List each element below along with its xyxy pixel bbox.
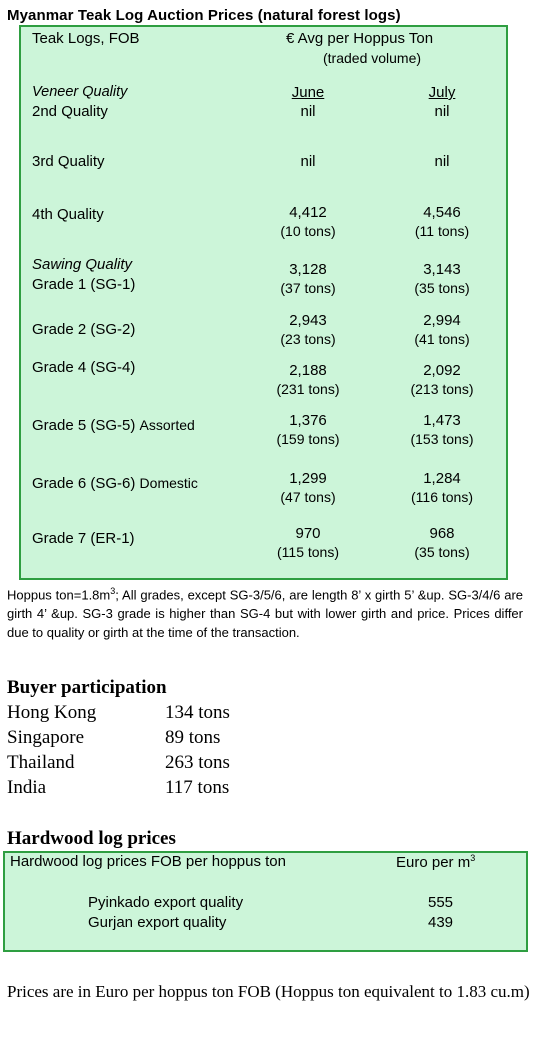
sawing-quality-label: Sawing Quality <box>32 256 133 273</box>
june-price: nil <box>300 153 316 170</box>
july-volume: (35 tons) <box>414 280 470 296</box>
july-volume: (116 tons) <box>411 489 473 505</box>
july-volume: (153 tons) <box>410 431 474 447</box>
grade-label <box>32 475 198 492</box>
buyer-country: Singapore <box>7 727 85 748</box>
column-header-price-sub: (traded volume) <box>323 50 422 66</box>
july-price: 968 <box>429 525 455 542</box>
grade-label-text: Grade 6 (SG-6) <box>32 475 136 492</box>
july-price: nil <box>434 103 450 120</box>
grade-label: Grade 7 (ER-1) <box>32 530 135 547</box>
buyer-country: India <box>7 777 47 798</box>
column-header-teak-logs: Teak Logs, FOB <box>32 30 140 47</box>
hardwood-unit-superscript: 3 <box>470 853 476 863</box>
hardwood-unit-text: Euro per m <box>396 854 471 871</box>
july-volume: (213 tons) <box>410 381 474 397</box>
hardwood-item-value: 439 <box>428 914 454 931</box>
grade-note: Assorted <box>139 417 195 433</box>
table-footnote <box>7 582 523 642</box>
june-volume: (23 tons) <box>280 331 336 347</box>
july-volume: (41 tons) <box>414 331 470 347</box>
buyer-country: Hong Kong <box>7 702 97 723</box>
june-price: 1,299 <box>289 470 327 487</box>
closing-note: Prices are in Euro per hoppus ton FOB (Hoppus ton equivalent to 1.83 cu.m) <box>7 982 530 1001</box>
june-price: 4,412 <box>289 204 327 221</box>
buyer-amount: 263 tons <box>165 752 230 773</box>
june-volume: (37 tons) <box>280 280 336 296</box>
july-price: 3,143 <box>423 261 461 278</box>
june-price: 970 <box>295 525 321 542</box>
grade-label: Grade 1 (SG-1) <box>32 276 136 293</box>
hardwood-item-name: Gurjan export quality <box>88 914 227 931</box>
veneer-quality-label: Veneer Quality <box>32 84 128 100</box>
july-price: 2,994 <box>423 312 461 329</box>
june-price: 2,188 <box>289 362 327 379</box>
july-price: 4,546 <box>423 204 461 221</box>
june-volume: (115 tons) <box>277 544 339 560</box>
grade-label-text: Grade 5 (SG-5) <box>32 417 136 434</box>
grade-label: Grade 4 (SG-4) <box>32 359 136 376</box>
footnote-text: Hoppus ton=1.8m <box>7 587 111 603</box>
grade-label: 3rd Quality <box>32 153 105 170</box>
july-volume: (11 tons) <box>414 223 470 239</box>
grade-label: 2nd Quality <box>32 103 108 120</box>
june-price: nil <box>300 103 316 120</box>
july-price: 1,473 <box>423 412 461 429</box>
june-price: 1,376 <box>289 412 327 429</box>
grade-label: Grade 2 (SG-2) <box>32 321 136 338</box>
july-price: nil <box>434 153 450 170</box>
june-price: 3,128 <box>289 261 327 278</box>
july-price: 1,284 <box>423 470 461 487</box>
buyer-country: Thailand <box>7 752 75 773</box>
buyer-participation-heading: Buyer participation <box>7 677 167 698</box>
grade-label: 4th Quality <box>32 206 104 223</box>
june-volume: (10 tons) <box>280 223 336 239</box>
footnote-superscript: 3 <box>110 586 116 596</box>
hardwood-unit-header <box>396 853 475 871</box>
june-volume: (231 tons) <box>276 381 340 397</box>
column-header-price: € Avg per Hoppus Ton <box>286 30 434 47</box>
july-price: 2,092 <box>423 362 461 379</box>
june-volume: (159 tons) <box>276 431 340 447</box>
buyer-amount: 89 tons <box>165 727 221 748</box>
column-header-july: July <box>428 84 456 101</box>
hardwood-column-header: Hardwood log prices FOB per hoppus ton <box>10 853 286 870</box>
hardwood-heading: Hardwood log prices <box>7 828 176 849</box>
buyer-amount: 117 tons <box>165 777 230 798</box>
june-price: 2,943 <box>289 312 327 329</box>
column-header-june: June <box>291 84 325 101</box>
grade-label <box>32 417 195 434</box>
grade-note: Domestic <box>139 475 198 491</box>
hardwood-item-name: Pyinkado export quality <box>88 894 244 911</box>
june-volume: (47 tons) <box>280 489 336 505</box>
hardwood-item-value: 555 <box>428 894 454 911</box>
buyer-amount: 134 tons <box>165 702 230 723</box>
footnote-text-rest: ; All grades, except SG-3/5/6, are length 8’ x girth 5’ &up. SG-3/4/6 are girth 4’ &up. SG-3 grade is higher than SG-4 but with lower girth and price. Prices differ due to quality or girth at the time of the transaction. <box>7 587 524 640</box>
table-title: Myanmar Teak Log Auction Prices (natural forest logs) <box>7 7 401 24</box>
july-volume: (35 tons) <box>414 544 470 560</box>
